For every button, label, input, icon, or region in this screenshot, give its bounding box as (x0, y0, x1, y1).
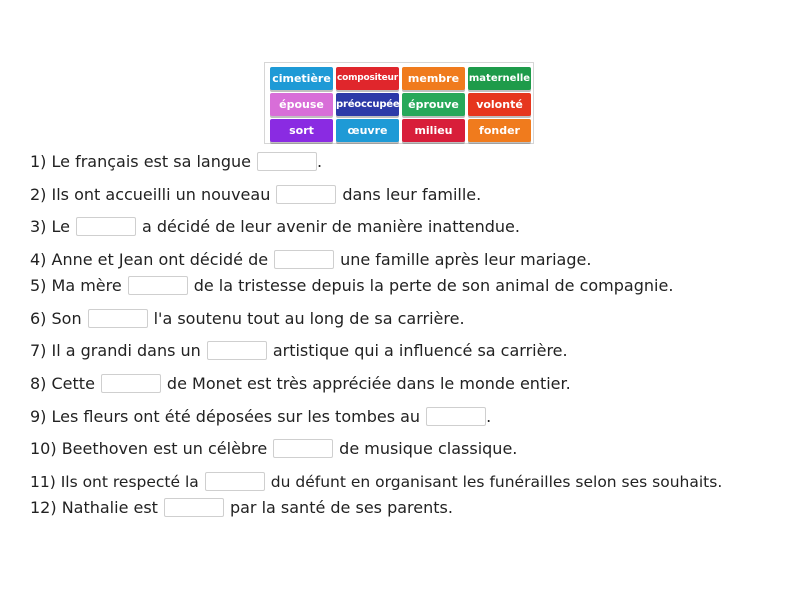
word-tile-milieu[interactable]: milieu (402, 119, 465, 142)
sentence-5 (30, 276, 673, 296)
word-tile-compositeur[interactable]: compositeur (336, 67, 399, 90)
sentence-text-before: 4) Anne et Jean ont décidé de (30, 250, 269, 269)
sentence-text-before: 11) Ils ont respecté la (30, 473, 199, 491)
sentence-text-after: de la tristesse depuis la perte de son animal de compagnie. (193, 276, 674, 295)
answer-blank[interactable] (88, 309, 148, 328)
sentence-text-before: 7) Il a grandi dans un (30, 341, 201, 360)
answer-blank[interactable] (257, 152, 317, 171)
sentence-text-before: 6) Son (30, 309, 82, 328)
sentence-text-after: dans leur famille. (342, 185, 482, 204)
sentence-2 (30, 185, 481, 205)
sentence-text-after: a décidé de leur avenir de manière inattendue. (141, 217, 520, 236)
sentence-9 (30, 407, 491, 427)
sentence-text-before: 9) Les fleurs ont été déposées sur les tombes au (30, 407, 421, 426)
sentence-text-after: une famille après leur mariage. (340, 250, 592, 269)
sentence-text-before: 8) Cette (30, 374, 95, 393)
sentence-1 (30, 152, 322, 172)
answer-blank[interactable] (205, 472, 265, 491)
sentence-11 (30, 472, 722, 492)
answer-blank[interactable] (276, 185, 336, 204)
word-tile-eprouve[interactable]: éprouve (402, 93, 465, 116)
answer-blank[interactable] (76, 217, 136, 236)
answer-blank[interactable] (207, 341, 267, 360)
word-tile-sort[interactable]: sort (270, 119, 333, 142)
sentence-text-after: . (486, 407, 492, 426)
sentence-6 (30, 309, 465, 329)
word-tile-oeuvre[interactable]: œuvre (336, 119, 399, 142)
word-tile-epouse[interactable]: épouse (270, 93, 333, 116)
answer-blank[interactable] (101, 374, 161, 393)
word-tile-volonte[interactable]: volonté (468, 93, 531, 116)
sentence-text-after: de musique classique. (339, 439, 518, 458)
sentence-text-before: 2) Ils ont accueilli un nouveau (30, 185, 271, 204)
sentence-text-before: 3) Le (30, 217, 70, 236)
answer-blank[interactable] (426, 407, 486, 426)
word-tile-membre[interactable]: membre (402, 67, 465, 90)
answer-blank[interactable] (273, 439, 333, 458)
sentence-text-after: par la santé de ses parents. (229, 498, 453, 517)
word-tile-fonder[interactable]: fonder (468, 119, 531, 142)
sentence-4 (30, 250, 591, 270)
sentence-text-after: du défunt en organisant les funérailles selon ses souhaits. (270, 473, 723, 491)
sentence-text-after: de Monet est très appréciée dans le monde entier. (166, 374, 571, 393)
sentence-10 (30, 439, 517, 459)
sentence-text-before: 10) Beethoven est un célèbre (30, 439, 268, 458)
sentence-12 (30, 498, 453, 518)
sentence-text-before: 12) Nathalie est (30, 498, 158, 517)
sentence-text-after: . (317, 152, 323, 171)
word-bank (264, 62, 534, 144)
sentence-text-before: 5) Ma mère (30, 276, 122, 295)
sentence-text-after: l'a soutenu tout au long de sa carrière. (153, 309, 465, 328)
sentence-text-after: artistique qui a influencé sa carrière. (272, 341, 568, 360)
word-tile-cimetiere[interactable]: cimetière (270, 67, 333, 90)
answer-blank[interactable] (164, 498, 224, 517)
word-tile-maternelle[interactable]: maternelle (468, 67, 531, 90)
answer-blank[interactable] (128, 276, 188, 295)
answer-blank[interactable] (274, 250, 334, 269)
sentence-3 (30, 217, 520, 237)
sentence-7 (30, 341, 568, 361)
word-tile-preoccupee[interactable]: préoccupée (336, 93, 399, 116)
sentence-8 (30, 374, 571, 394)
sentence-text-before: 1) Le français est sa langue (30, 152, 251, 171)
